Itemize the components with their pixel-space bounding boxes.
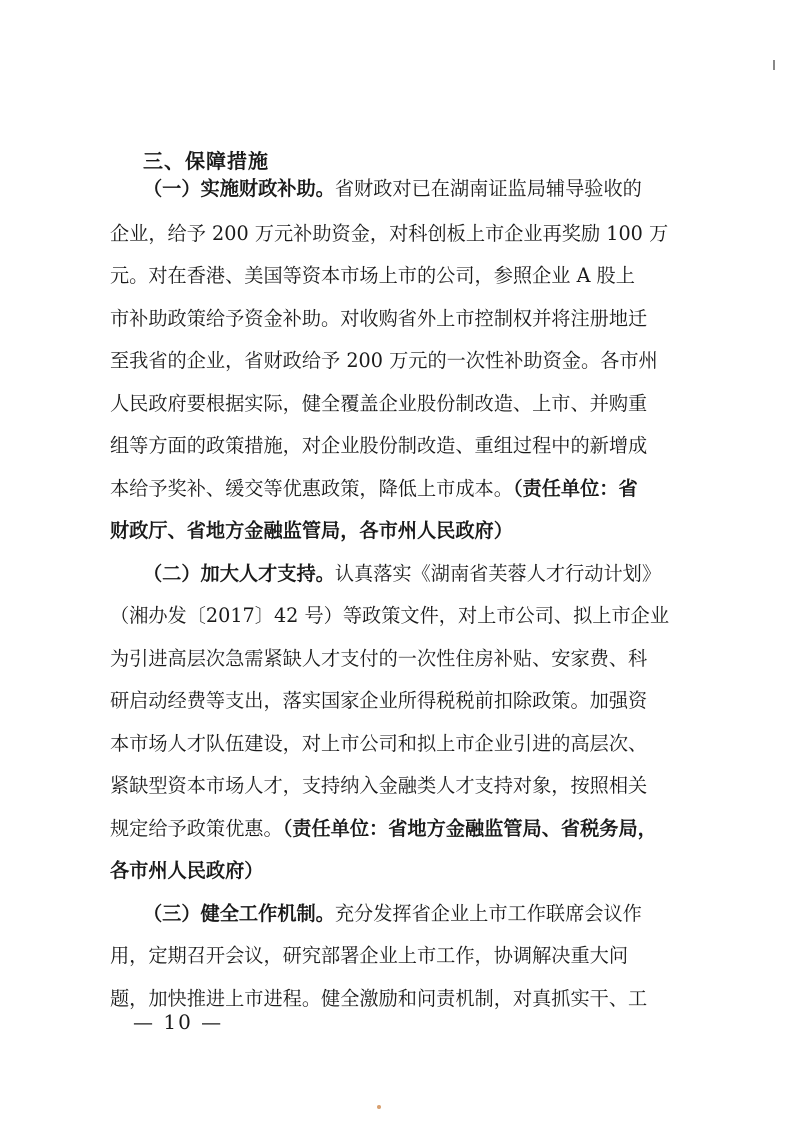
responsibility-label: （责任单位：省地方金融监管局、省税务局， [282,817,657,840]
paragraph-1-line: 至我省的企业，省财政给予 200 万元的一次性补助资金。各市州 [110,349,658,372]
paragraph-1-line: 市补助政策给予资金补助。对收购省外上市控制权并将注册地迁 [110,307,648,330]
paragraph-1-line: 人民政府要根据实际，健全覆盖企业股份制改造、上市、并购重 [110,392,648,415]
paragraph-2-line: 研启动经费等支出，落实国家企业所得税税前扣除政策。加强资 [110,689,648,712]
responsibility-label: （责任单位：省 [512,477,638,500]
paragraph-2-line: 紧缺型资本市场人才，支持纳入金融类人才支持对象，按照相关 [110,774,648,797]
responsibility-units: 各市州人民政府） [110,859,264,882]
paragraph-1-line-8 [110,477,638,501]
scan-dot [377,1105,381,1109]
paragraph-3-line: 题，加快推进上市进程。健全激励和问责机制，对真抓实干、工 [110,987,648,1010]
paragraph-3-title: （三）健全工作机制。 [143,902,335,925]
paragraph-1-text: 本给予奖补、缓交等优惠政策，降低上市成本。 [110,477,513,500]
paragraph-3-line: 用，定期召开会议，研究部署企业上市工作，协调解决重大问 [110,944,629,967]
responsibility-units: 财政厅、省地方金融监管局，各市州人民政府） [110,519,513,542]
paragraph-1-line-1 [143,177,642,201]
paragraph-1-title: （一）实施财政补助。 [143,177,335,200]
paragraph-1-text: 省财政对已在湖南证监局辅导验收的 [334,177,642,200]
paragraph-2-line: （湘办发〔2017〕42 号）等政策文件，对上市公司、拟上市企业 [110,604,670,627]
paragraph-2-text: 认真落实《湖南省芙蓉人才行动计划》 [334,562,662,585]
paragraph-2-line: 本市场人才队伍建设，对上市公司和拟上市企业引进的高层次、 [110,732,648,755]
paragraph-2-line: 为引进高层次急需紧缺人才支付的一次性住房补贴、安家费、科 [110,647,648,670]
paragraph-1-line: 组等方面的政策措施，对企业股份制改造、重组过程中的新增成 [110,434,648,457]
paragraph-1-line: 企业，给予 200 万元补助资金，对科创板上市企业再奖励 100 万 [110,222,669,245]
paragraph-2-line-7 [110,817,657,841]
section-heading: 三、保障措施 [143,149,269,173]
paragraph-1-line: 元。对在香港、美国等资本市场上市的公司，参照企业 A 股上 [110,264,635,287]
paragraph-2-title: （二）加大人才支持。 [143,562,335,585]
paragraph-3-line-1 [143,902,642,926]
scan-edge-mark [773,60,775,70]
paragraph-2-text: 规定给予政策优惠。 [110,817,283,840]
paragraph-2-line-1 [143,562,661,586]
paragraph-3-text: 充分发挥省企业上市工作联席会议作 [334,902,642,925]
page-number: — 10 — [133,1010,224,1034]
